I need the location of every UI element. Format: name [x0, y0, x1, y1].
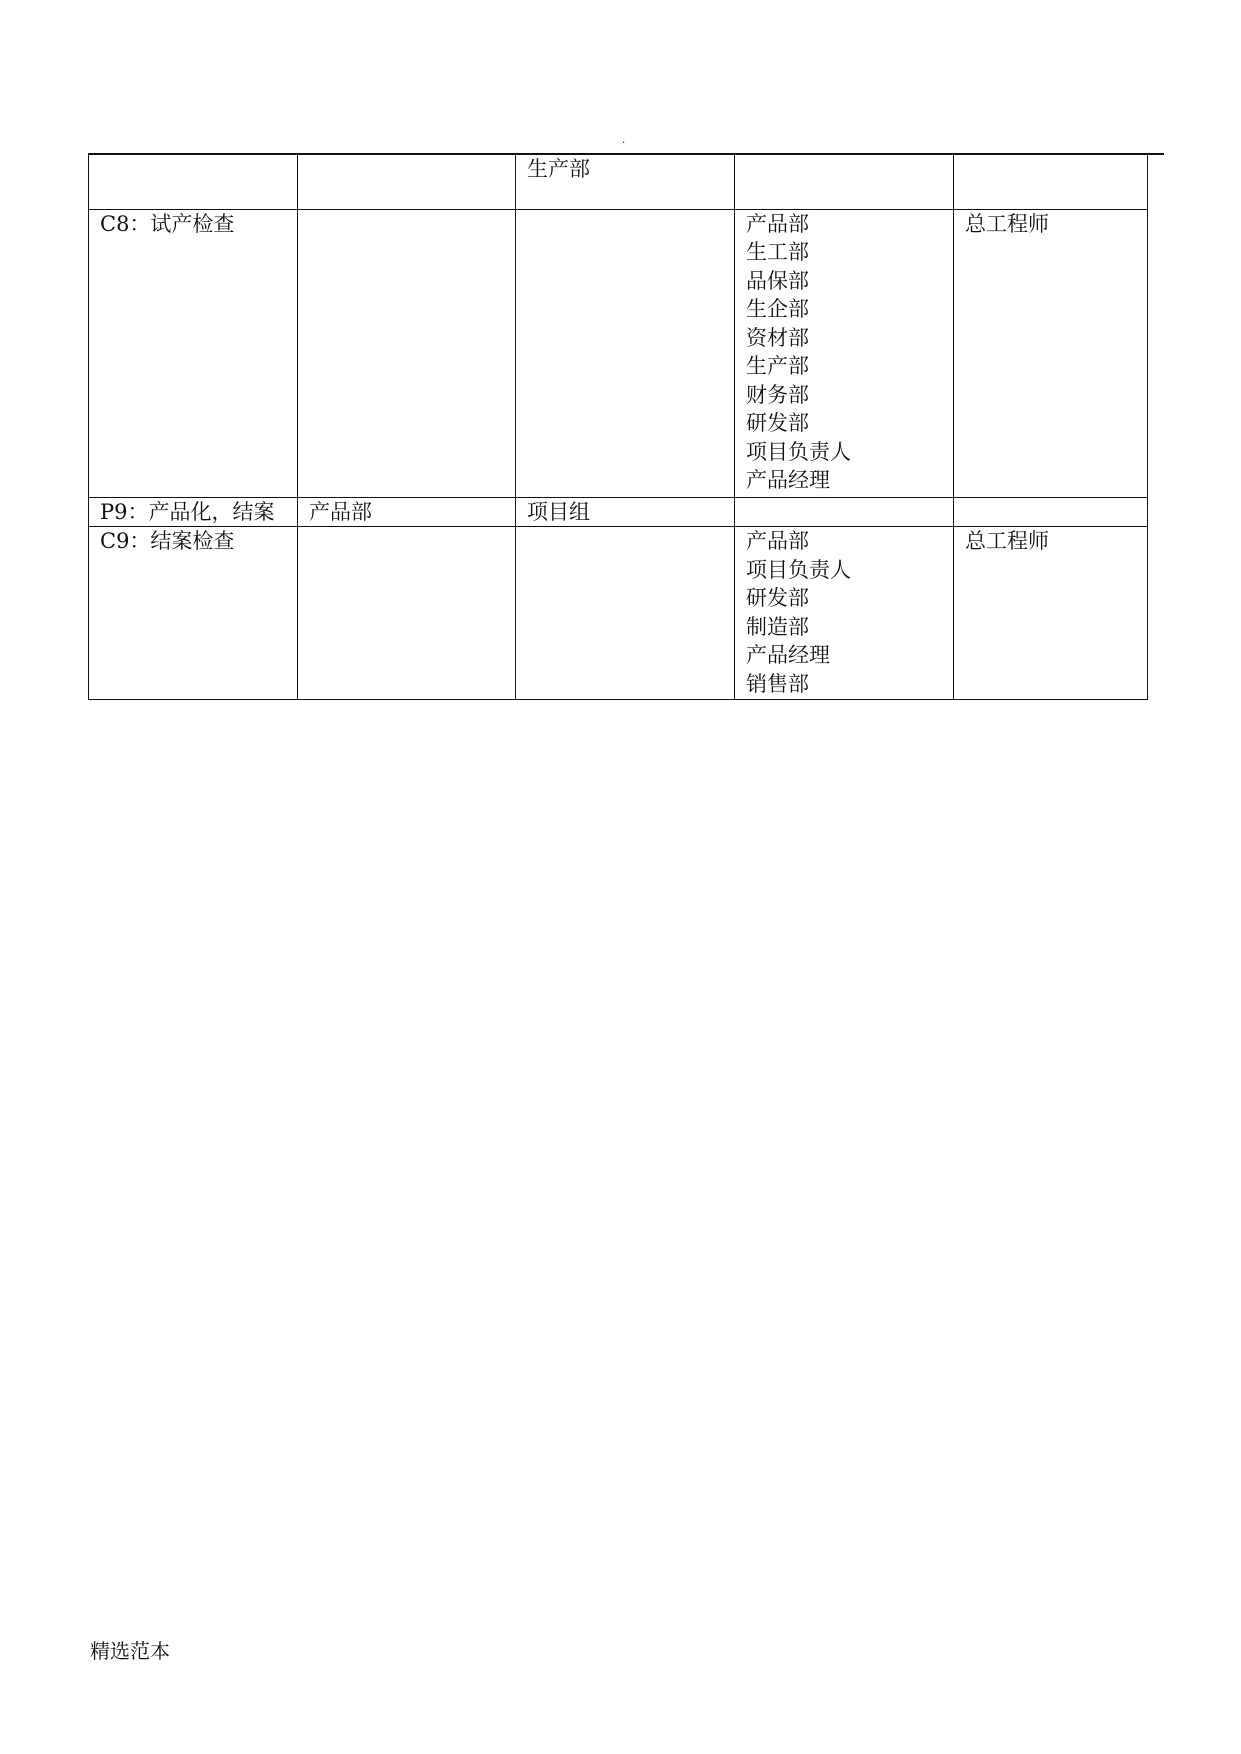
participant-item: 生产部: [527, 157, 590, 181]
table-row: [89, 209, 1148, 497]
approver-cell: 总工程师: [954, 209, 1148, 497]
participants-cell: [516, 209, 735, 497]
reviewer-item: 项目负责人: [746, 439, 851, 464]
table-row: [89, 155, 1148, 209]
step-cell: [89, 155, 298, 209]
owner-cell: 产品部: [298, 497, 516, 527]
participant-item: 项目组: [527, 499, 590, 524]
owner-cell: [298, 155, 516, 209]
reviewer-item: 产品部: [746, 529, 809, 553]
approver-cell: [954, 155, 1148, 209]
reviewer-item: 销售部: [746, 671, 809, 696]
reviewer-item: 生企部: [746, 297, 809, 321]
reviewer-item: 项目负责人: [746, 557, 851, 582]
owner-cell: [298, 527, 516, 700]
reviewer-item: 产品经理: [746, 468, 830, 492]
approver-cell: 总工程师: [954, 527, 1148, 700]
step-cell: C9：结案检查: [89, 527, 298, 700]
reviewer-item: 制造部: [746, 614, 809, 639]
reviewer-item: 品保部: [746, 268, 809, 293]
participants-cell: [516, 497, 735, 527]
participants-cell: [516, 527, 735, 700]
reviewer-item: 生产部: [746, 354, 809, 378]
participants-cell: [516, 155, 735, 209]
reviewer-item: 资材部: [746, 325, 809, 350]
reviewers-cell: [735, 155, 954, 209]
reviewers-cell: [735, 209, 954, 497]
reviewer-item: 财务部: [746, 382, 809, 407]
reviewer-item: 产品部: [746, 211, 809, 236]
reviewer-item: 研发部: [746, 586, 809, 610]
reviewer-item: 产品经理: [746, 643, 830, 667]
approver-cell: [954, 497, 1148, 527]
table-row: [89, 527, 1148, 700]
reviewers-cell: [735, 527, 954, 700]
owner-cell: [298, 209, 516, 497]
process-table: [88, 155, 1148, 700]
reviewers-cell: [735, 497, 954, 527]
step-cell: C8：试产检查: [89, 209, 298, 497]
header-mark: .: [622, 135, 626, 146]
reviewer-item: 研发部: [746, 411, 809, 435]
reviewer-item: 生工部: [746, 240, 809, 264]
footer-text: 精选范本: [90, 1639, 170, 1663]
step-cell: P9：产品化，结案: [89, 497, 298, 527]
table-row: [89, 497, 1148, 527]
